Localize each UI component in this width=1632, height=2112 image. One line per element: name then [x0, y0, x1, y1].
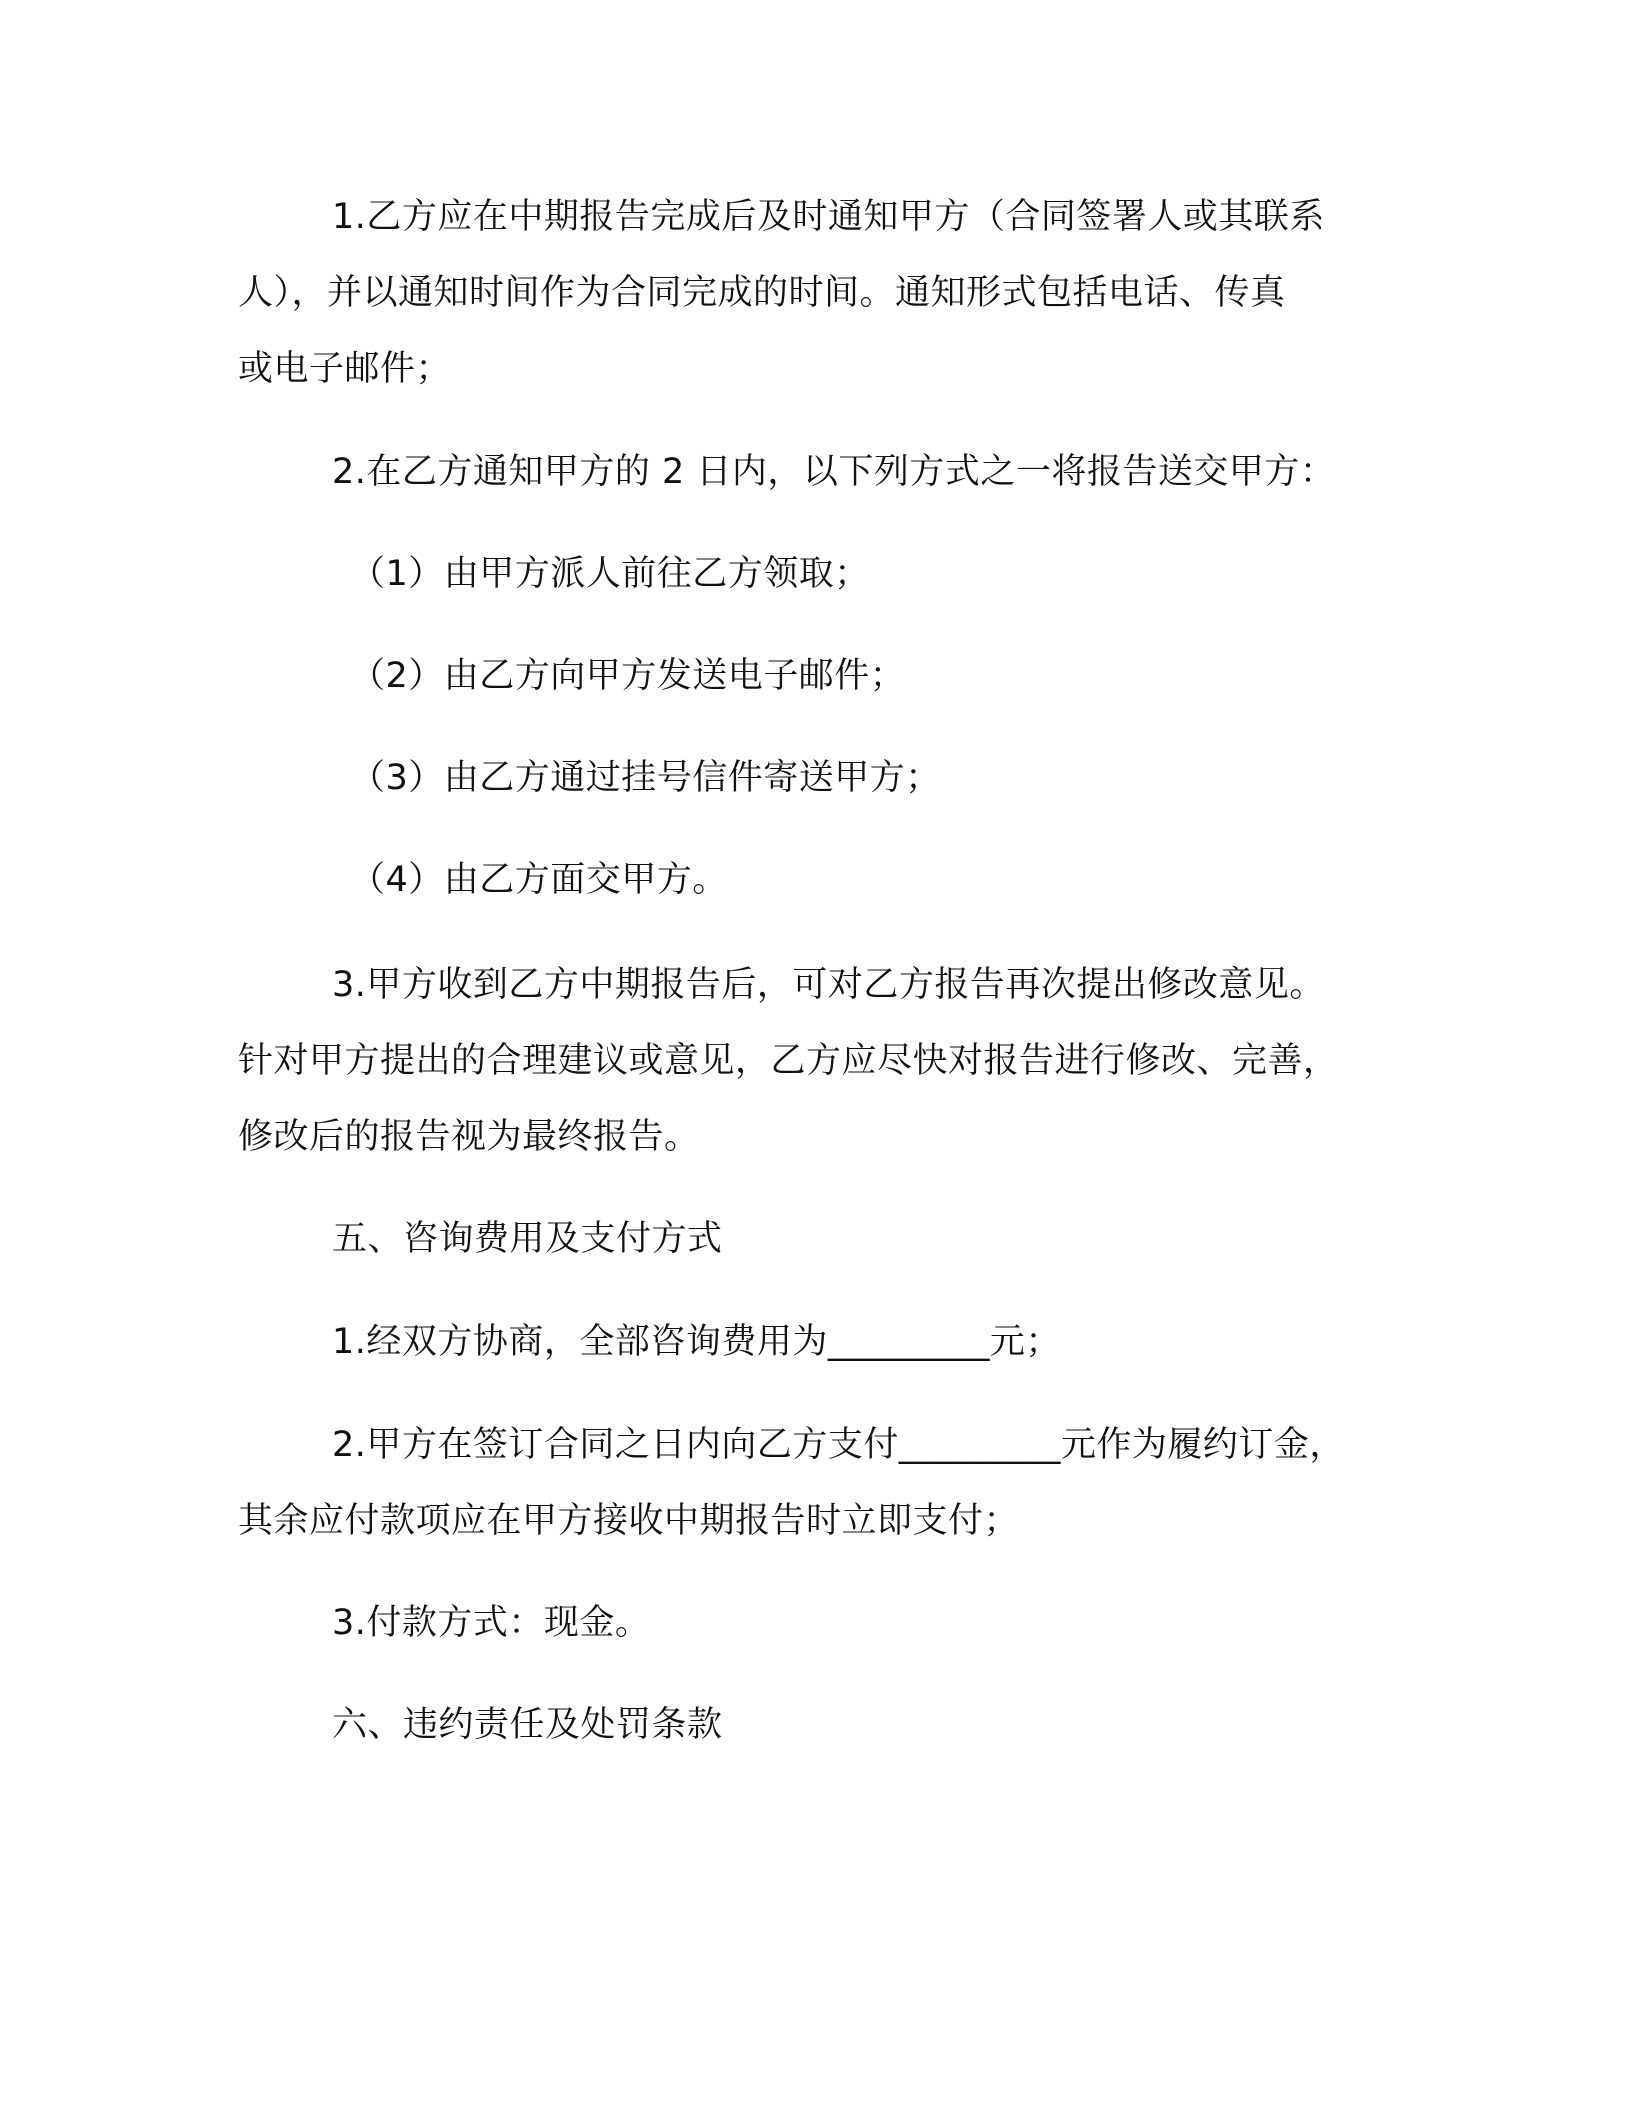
list-item-3: （3）由乙方通过挂号信件寄送甲方； [350, 758, 941, 798]
section-5-item-2-line-2: 其余应付款项应在甲方接收中期报告时立即支付； [238, 1501, 1020, 1541]
section-5-item-2-line-1: 2.甲方在签订合同之日内向乙方支付_________元作为履约订金， [332, 1425, 1345, 1465]
section-6-heading: 六、违约责任及处罚条款 [332, 1705, 723, 1745]
list-item-2: （2）由乙方向甲方发送电子邮件； [350, 656, 906, 696]
paragraph-3-line-2: 针对甲方提出的合理建议或意见，乙方应尽快对报告进行修改、完善， [238, 1041, 1339, 1081]
paragraph-3-line-1: 3.甲方收到乙方中期报告后，可对乙方报告再次提出修改意见。 [332, 965, 1325, 1005]
paragraph-1-line-2: 人），并以通知时间作为合同完成的时间。通知形式包括电话、传真 [238, 273, 1286, 313]
section-5-item-1: 1.经双方协商，全部咨询费用为_________元； [332, 1322, 1061, 1362]
paragraph-3-line-3: 修改后的报告视为最终报告。 [238, 1117, 700, 1157]
list-item-4: （4）由乙方面交甲方。 [350, 860, 728, 900]
paragraph-1-line-3: 或电子邮件； [238, 349, 452, 389]
paragraph-2: 2.在乙方通知甲方的 2 日内，以下列方式之一将报告送交甲方： [332, 452, 1336, 492]
section-5-heading: 五、咨询费用及支付方式 [332, 1219, 723, 1259]
section-5-item-3: 3.付款方式：现金。 [332, 1603, 651, 1643]
paragraph-1-line-1: 1.乙方应在中期报告完成后及时通知甲方（合同签署人或其联系 [332, 197, 1325, 237]
list-item-1: （1）由甲方派人前往乙方领取； [350, 554, 870, 594]
